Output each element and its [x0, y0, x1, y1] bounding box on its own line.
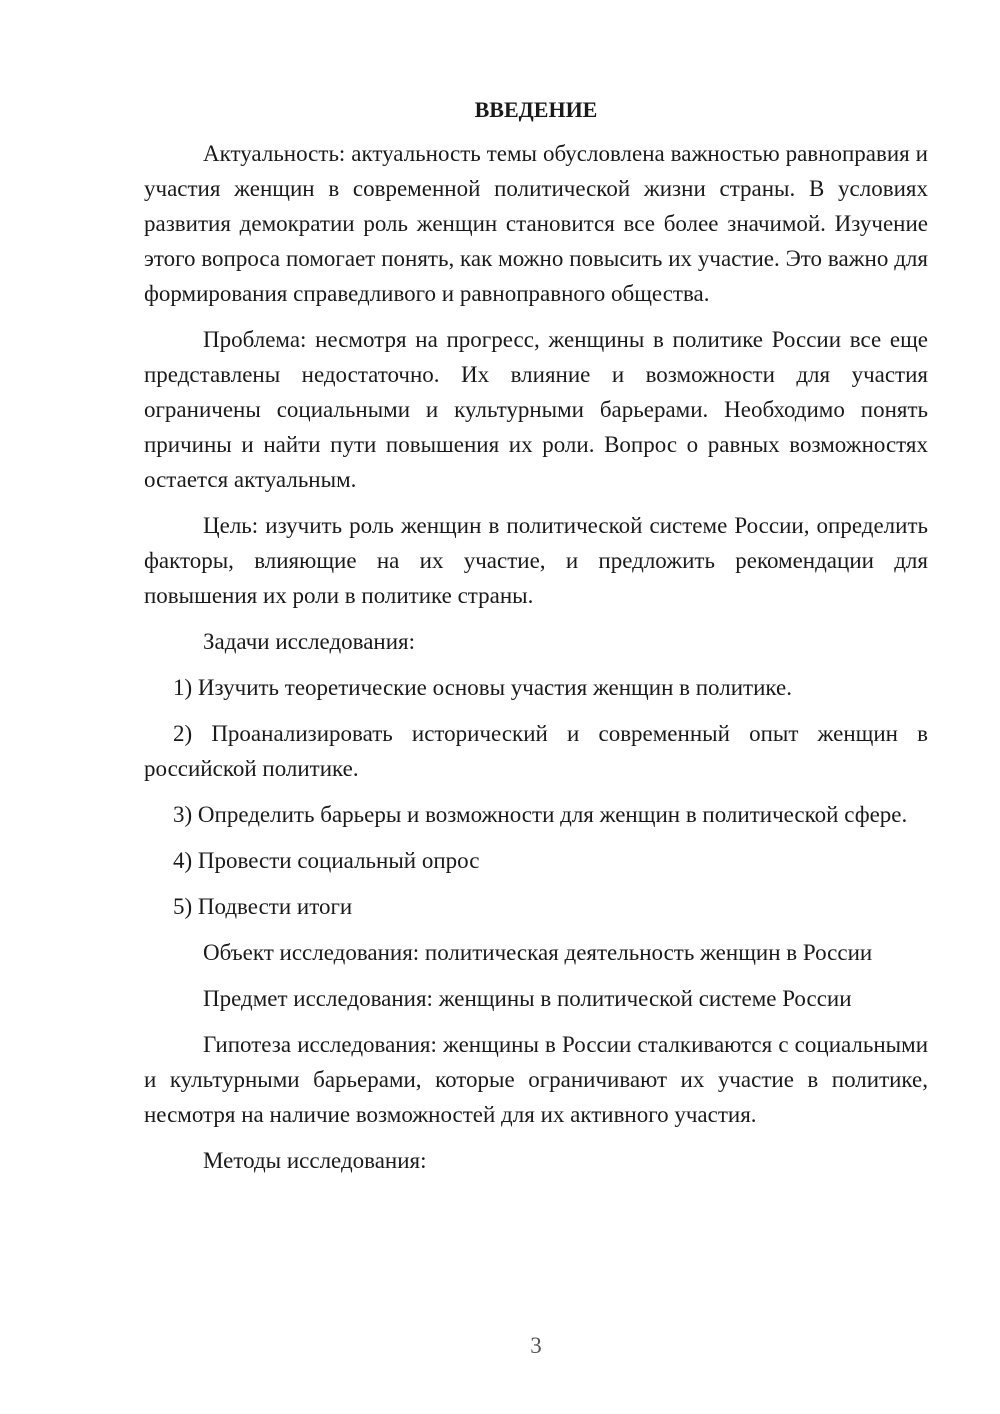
relevance-paragraph: Актуальность: актуальность темы обусловлена важностью равноправия и участия женщин в современной политической жизни страны. В условиях развития демократии роль женщин становится все более значимой. Изучение этого вопроса помогает понять, как можно повысить их участие. Это важно для формирования справедливого и равноправного общества. — [144, 141, 928, 306]
document-page — [144, 92, 928, 1189]
page-title: ВВЕДЕНИЕ — [474, 97, 598, 122]
hypothesis-paragraph: Гипотеза исследования: женщины в России сталкиваются с социальными и культурными барьерами, которые ограничивают их участие в политике, несмотря на наличие возможностей для их активного участия. — [144, 1032, 928, 1127]
task-item-3: 3) Определить барьеры и возможности для женщин в политической сфере. — [173, 802, 908, 827]
task-item-4: 4) Провести социальный опрос — [173, 848, 480, 873]
problem-paragraph: Проблема: несмотря на прогресс, женщины в политике России все еще представлены недостаточно. Их влияние и возможности для участия ограничены социальными и культурными барьерами. Необходимо понять причины и найти пути повышения их роли. Вопрос о равных возможностях остается актуальным. — [144, 327, 928, 492]
page-number: 3 — [530, 1333, 542, 1358]
task-item-2: 2) Проанализировать исторический и современный опыт женщин в российской политике. — [144, 721, 928, 781]
tasks-heading: Задачи исследования: — [203, 629, 416, 654]
task-item-5: 5) Подвести итоги — [173, 894, 353, 919]
methods-heading: Методы исследования: — [203, 1148, 427, 1173]
goal-paragraph: Цель: изучить роль женщин в политической системе России, определить факторы, влияющие на их участие, и предложить рекомендации для повышения их роли в политике страны. — [144, 513, 928, 608]
task-item-1: 1) Изучить теоретические основы участия женщин в политике. — [173, 675, 792, 700]
object-paragraph: Объект исследования: политическая деятельность женщин в России — [203, 940, 873, 965]
subject-paragraph: Предмет исследования: женщины в политической системе России — [203, 986, 852, 1011]
